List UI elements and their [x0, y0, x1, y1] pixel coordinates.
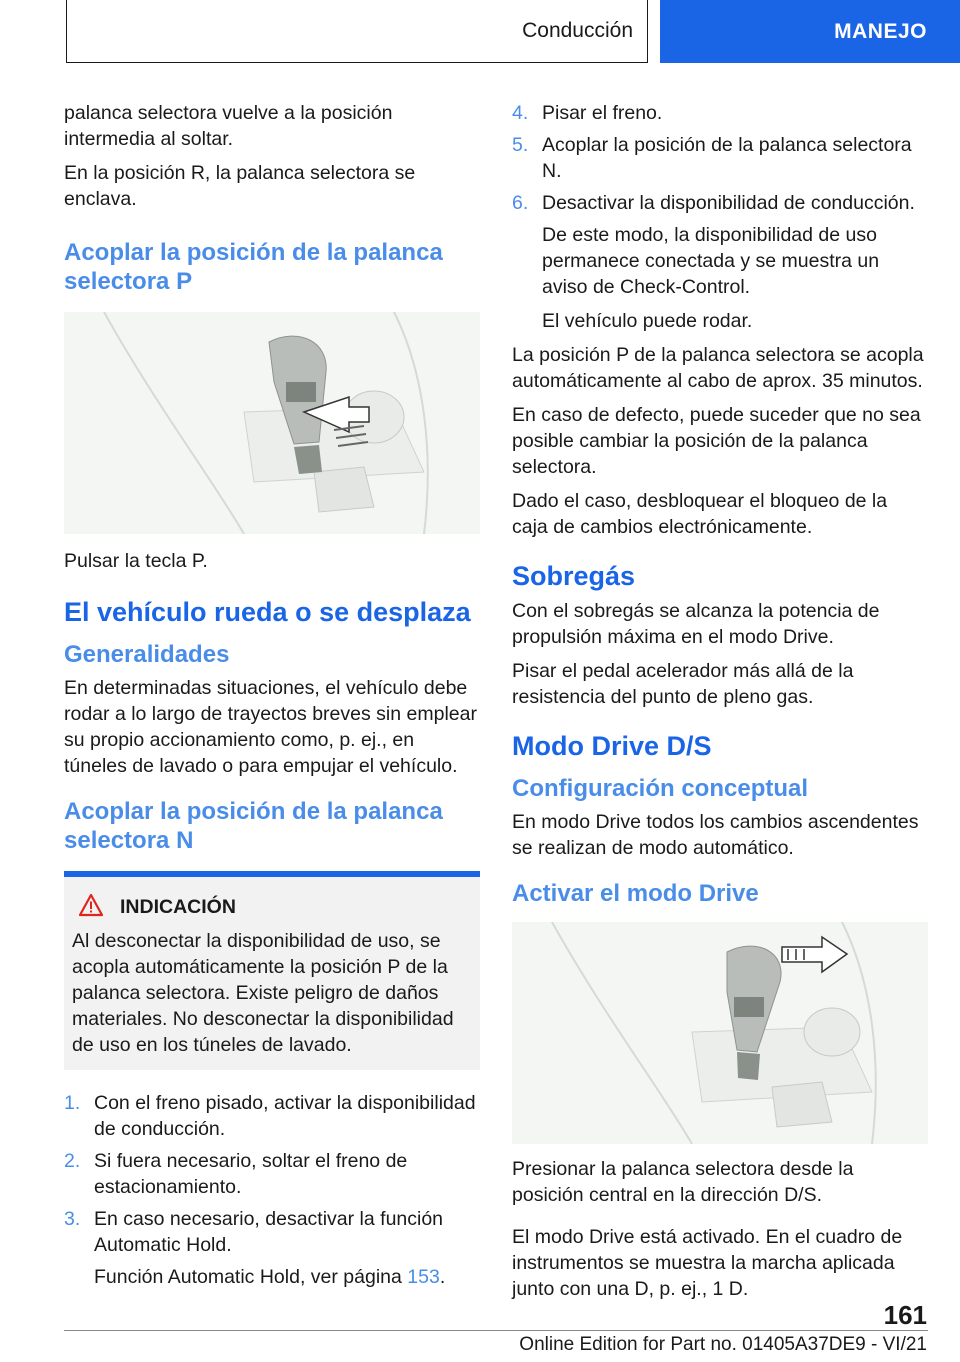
list-item [512, 132, 928, 184]
paragraph: Con el sobregás se alcanza la potencia de propulsión máxima en el modo Drive. [512, 600, 880, 648]
step-text: Acoplar la posición de la palanca selectora N. [542, 134, 912, 182]
heading-configuracion: Configuración conceptual [512, 775, 809, 802]
step6-note: De este modo, la disponibilidad de uso permanece conectada y se muestra un aviso de Check-Control. [542, 224, 880, 298]
header-section-title: Conducción [522, 19, 633, 42]
caption-pulsar-p: Pulsar la tecla P. [64, 550, 208, 572]
heading-modo-drive: Modo Drive D/S [512, 731, 712, 761]
heading-vehiculo-rueda: El vehículo rueda o se desplaza [64, 597, 471, 627]
step-number: 4. [512, 102, 529, 124]
step3-note [64, 1264, 480, 1290]
chapter-tab-label: MANEJO [834, 19, 927, 43]
page-number: 161 [883, 1300, 927, 1330]
list-item [64, 1090, 480, 1142]
notice-text: Al desconectar la disponibilidad de uso, se acopla automáticamente la posición P de la palanca selectora. Existe peligro de daños materiales. No desconectar la disponibilidad de uso en los túneles de lavado. [72, 930, 454, 1056]
paragraph: En caso de defecto, puede suceder que no sea posible cambiar la posición de la palanca selectora. [512, 404, 921, 478]
selector-lever-illustration [64, 312, 480, 534]
footer-divider [64, 1330, 928, 1331]
list-item [512, 190, 928, 216]
list-item [64, 1148, 480, 1200]
step-number: 3. [64, 1208, 81, 1230]
caption-drive: Presionar la palanca selectora desde la posición central en la dirección D/S. [512, 1158, 854, 1206]
list-item [64, 1206, 480, 1258]
step6-note: El vehículo puede rodar. [542, 310, 753, 332]
step3-note-text: Función Automatic Hold, ver página [94, 1266, 408, 1288]
right-column [512, 100, 928, 1310]
paragraph: En la posición R, la palanca selectora se enclava. [64, 162, 416, 210]
notice-box [64, 871, 480, 1070]
step-number: 5. [512, 134, 529, 156]
figure-selector-lever-drive [512, 922, 928, 1144]
paragraph: Pisar el pedal acelerador más allá de la resistencia del punto de pleno gas. [512, 660, 854, 708]
heading-generalidades: Generalidades [64, 641, 230, 668]
notice-header [72, 893, 472, 922]
heading-acoplar-n: Acoplar la posición de la palanca selectora N [64, 798, 443, 854]
footer-edition: Online Edition for Part no. 01405A37DE9 - VI/21 [519, 1334, 927, 1355]
paragraph: La posición P de la palanca selectora se acopla automáticamente al cabo de aprox. 35 minutos. [512, 344, 924, 392]
paragraph: Dado el caso, desbloquear el bloqueo de la caja de cambios electrónicamente. [512, 490, 888, 538]
paragraph: palanca selectora vuelve a la posición intermedia al soltar. [64, 102, 393, 150]
step-number: 6. [512, 192, 529, 214]
heading-activar-drive: Activar el modo Drive [512, 880, 759, 907]
step-number: 2. [64, 1150, 81, 1172]
step-number: 1. [64, 1092, 81, 1114]
paragraph: El modo Drive está activado. En el cuadro de instrumentos se muestra la marcha aplicada junto con una D, p. ej., 1 D. [512, 1226, 903, 1300]
heading-acoplar-p: Acoplar la posición de la palanca selectora P [64, 239, 443, 295]
list-item [512, 100, 928, 126]
warning-triangle-icon [78, 893, 104, 922]
step-text: Con el freno pisado, activar la disponibilidad de conducción. [94, 1092, 476, 1140]
paragraph-generalidades: En determinadas situaciones, el vehículo debe rodar a lo largo de trayectos breves sin emplear su propio accionamiento como, p. ej., en túneles de lavado o para empujar el vehículo. [64, 677, 477, 777]
step-text: Desactivar la disponibilidad de conducción. [542, 192, 915, 214]
step-text: Si fuera necesario, soltar el freno de estacionamiento. [94, 1150, 408, 1198]
notice-title: INDICACIÓN [120, 896, 236, 918]
selector-lever-drive-illustration [512, 922, 928, 1144]
step3-note-suffix: . [439, 1266, 446, 1288]
chapter-tab[interactable] [660, 0, 960, 63]
header-section-box [66, 0, 648, 63]
step-text: En caso necesario, desactivar la función Automatic Hold. [94, 1208, 444, 1256]
heading-sobregas: Sobregás [512, 561, 636, 591]
figure-selector-lever-p [64, 312, 480, 534]
paragraph: En modo Drive todos los cambios ascendentes se realizan de modo automático. [512, 811, 919, 859]
step-text: Pisar el freno. [542, 102, 663, 124]
page-link-153[interactable]: 153 [407, 1266, 440, 1288]
left-column [64, 100, 480, 1298]
